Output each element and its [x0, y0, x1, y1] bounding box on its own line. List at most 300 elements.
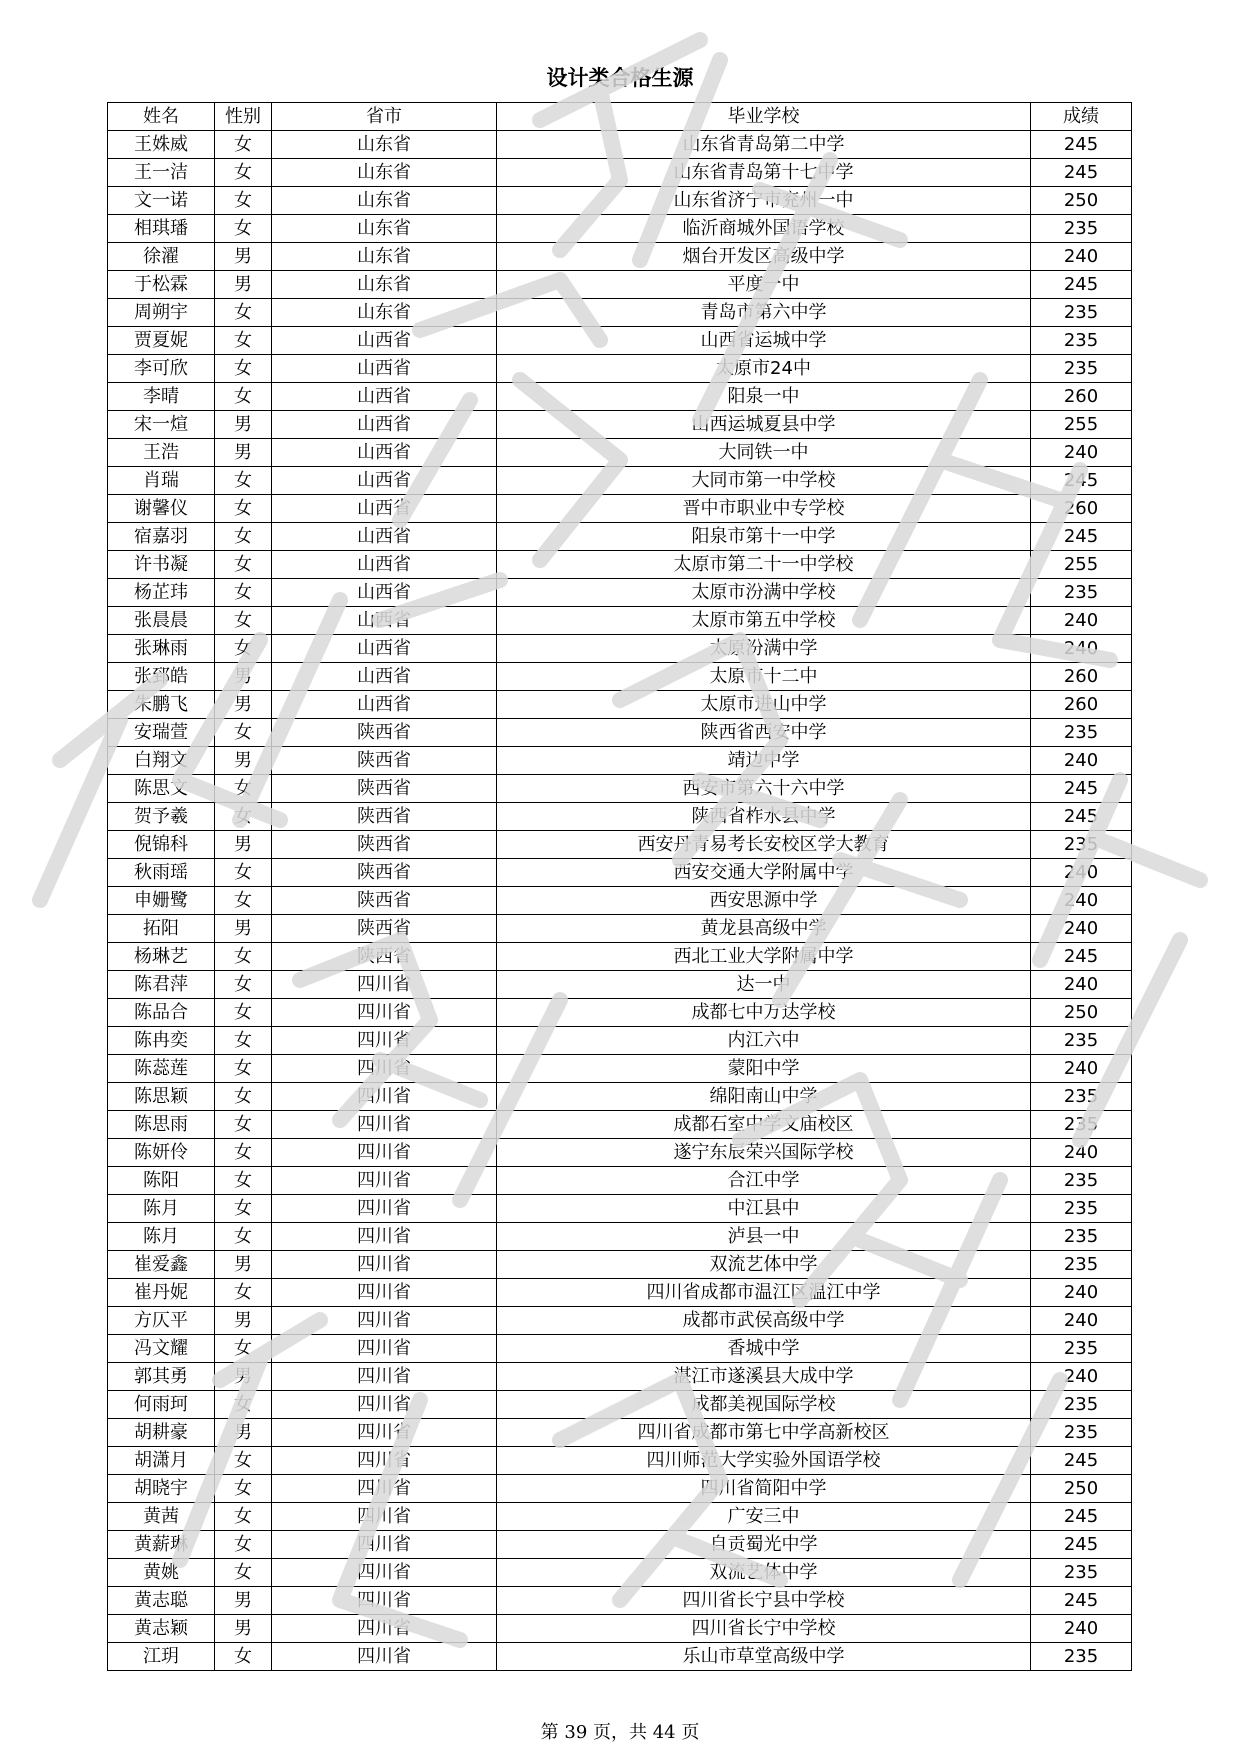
cell-score: 240 [1031, 1615, 1132, 1643]
cell-name: 王一洁 [108, 159, 215, 187]
table-row [108, 1335, 1132, 1363]
table-row [108, 579, 1132, 607]
cell-score: 240 [1031, 607, 1132, 635]
table-row [108, 1139, 1132, 1167]
cell-province: 四川省 [272, 1335, 497, 1363]
cell-gender: 男 [215, 271, 272, 299]
cell-score: 260 [1031, 495, 1132, 523]
cell-score: 260 [1031, 383, 1132, 411]
cell-gender: 男 [215, 915, 272, 943]
column-header-province: 省市 [272, 103, 497, 131]
cell-province: 四川省 [272, 1223, 497, 1251]
cell-province: 四川省 [272, 1195, 497, 1223]
cell-gender: 男 [215, 831, 272, 859]
cell-score: 245 [1031, 159, 1132, 187]
cell-school: 烟台开发区高级中学 [497, 243, 1031, 271]
cell-name: 张郅皓 [108, 663, 215, 691]
cell-gender: 女 [215, 131, 272, 159]
cell-school: 遂宁东辰荣兴国际学校 [497, 1139, 1031, 1167]
cell-gender: 男 [215, 411, 272, 439]
cell-score: 245 [1031, 271, 1132, 299]
cell-score: 245 [1031, 775, 1132, 803]
cell-score: 245 [1031, 1503, 1132, 1531]
cell-name: 陈月 [108, 1223, 215, 1251]
cell-province: 山东省 [272, 243, 497, 271]
cell-score: 240 [1031, 971, 1132, 999]
cell-school: 乐山市草堂高级中学 [497, 1643, 1031, 1671]
cell-name: 黄茜 [108, 1503, 215, 1531]
cell-province: 山西省 [272, 383, 497, 411]
cell-score: 235 [1031, 299, 1132, 327]
cell-score: 240 [1031, 1307, 1132, 1335]
cell-score: 250 [1031, 187, 1132, 215]
cell-name: 陈思文 [108, 775, 215, 803]
cell-province: 陕西省 [272, 943, 497, 971]
cell-school: 四川省成都市第七中学高新校区 [497, 1419, 1031, 1447]
cell-score: 235 [1031, 215, 1132, 243]
table-row [108, 1587, 1132, 1615]
cell-school: 靖边中学 [497, 747, 1031, 775]
table-row [108, 215, 1132, 243]
cell-name: 黄姚 [108, 1559, 215, 1587]
cell-gender: 女 [215, 971, 272, 999]
cell-school: 泸县一中 [497, 1223, 1031, 1251]
cell-school: 山东省济宁市兖州一中 [497, 187, 1031, 215]
cell-name: 郭其勇 [108, 1363, 215, 1391]
cell-school: 四川省长宁县中学校 [497, 1587, 1031, 1615]
table-row [108, 1363, 1132, 1391]
table-row [108, 1503, 1132, 1531]
cell-school: 太原市进山中学 [497, 691, 1031, 719]
table-row [108, 439, 1132, 467]
cell-province: 山西省 [272, 663, 497, 691]
cell-gender: 男 [215, 1587, 272, 1615]
cell-school: 合江中学 [497, 1167, 1031, 1195]
cell-province: 四川省 [272, 1307, 497, 1335]
table-row [108, 131, 1132, 159]
column-header-name: 姓名 [108, 103, 215, 131]
cell-name: 张晨晨 [108, 607, 215, 635]
cell-school: 成都石室中学文庙校区 [497, 1111, 1031, 1139]
table-row [108, 187, 1132, 215]
cell-score: 235 [1031, 831, 1132, 859]
table-row [108, 803, 1132, 831]
cell-school: 达一中 [497, 971, 1031, 999]
cell-name: 何雨珂 [108, 1391, 215, 1419]
cell-gender: 女 [215, 523, 272, 551]
cell-score: 235 [1031, 355, 1132, 383]
cell-score: 250 [1031, 1475, 1132, 1503]
cell-school: 阳泉市第十一中学 [497, 523, 1031, 551]
cell-province: 山西省 [272, 691, 497, 719]
table-row [108, 971, 1132, 999]
cell-score: 240 [1031, 1139, 1132, 1167]
cell-name: 宋一煊 [108, 411, 215, 439]
cell-gender: 女 [215, 887, 272, 915]
cell-school: 阳泉一中 [497, 383, 1031, 411]
cell-gender: 女 [215, 355, 272, 383]
cell-gender: 女 [215, 635, 272, 663]
cell-score: 235 [1031, 1419, 1132, 1447]
cell-gender: 女 [215, 1139, 272, 1167]
cell-name: 黄志颖 [108, 1615, 215, 1643]
cell-gender: 男 [215, 663, 272, 691]
cell-province: 陕西省 [272, 747, 497, 775]
table-row [108, 551, 1132, 579]
cell-gender: 男 [215, 1251, 272, 1279]
cell-province: 四川省 [272, 1027, 497, 1055]
cell-gender: 女 [215, 1643, 272, 1671]
cell-gender: 女 [215, 467, 272, 495]
cell-score: 240 [1031, 859, 1132, 887]
cell-province: 四川省 [272, 1503, 497, 1531]
table-row [108, 1307, 1132, 1335]
cell-name: 李可欣 [108, 355, 215, 383]
cell-school: 四川省长宁中学校 [497, 1615, 1031, 1643]
cell-name: 陈品合 [108, 999, 215, 1027]
cell-score: 260 [1031, 663, 1132, 691]
cell-gender: 男 [215, 439, 272, 467]
cell-province: 山西省 [272, 411, 497, 439]
cell-gender: 男 [215, 691, 272, 719]
cell-gender: 男 [215, 1419, 272, 1447]
cell-gender: 女 [215, 607, 272, 635]
table-row [108, 467, 1132, 495]
cell-score: 240 [1031, 439, 1132, 467]
cell-gender: 男 [215, 747, 272, 775]
cell-province: 四川省 [272, 1531, 497, 1559]
cell-school: 大同市第一中学校 [497, 467, 1031, 495]
cell-gender: 女 [215, 719, 272, 747]
cell-score: 240 [1031, 1055, 1132, 1083]
cell-school: 四川师范大学实验外国语学校 [497, 1447, 1031, 1475]
cell-school: 太原市第五中学校 [497, 607, 1031, 635]
cell-gender: 女 [215, 1503, 272, 1531]
cell-province: 陕西省 [272, 887, 497, 915]
cell-province: 四川省 [272, 1251, 497, 1279]
cell-school: 太原汾满中学 [497, 635, 1031, 663]
cell-school: 山西运城夏县中学 [497, 411, 1031, 439]
cell-name: 杨芷玮 [108, 579, 215, 607]
column-header-score: 成绩 [1031, 103, 1132, 131]
cell-score: 235 [1031, 1251, 1132, 1279]
table-row [108, 1391, 1132, 1419]
cell-province: 山西省 [272, 607, 497, 635]
table-row [108, 1111, 1132, 1139]
cell-score: 235 [1031, 1167, 1132, 1195]
cell-province: 四川省 [272, 1391, 497, 1419]
cell-name: 陈阳 [108, 1167, 215, 1195]
cell-gender: 女 [215, 1531, 272, 1559]
table-row [108, 1643, 1132, 1671]
table-row [108, 663, 1132, 691]
column-header-school: 毕业学校 [497, 103, 1031, 131]
cell-province: 四川省 [272, 1139, 497, 1167]
cell-province: 山西省 [272, 495, 497, 523]
cell-name: 拓阳 [108, 915, 215, 943]
cell-score: 240 [1031, 915, 1132, 943]
cell-score: 245 [1031, 943, 1132, 971]
cell-name: 于松霖 [108, 271, 215, 299]
cell-school: 西安市第六十六中学 [497, 775, 1031, 803]
table-header-row [108, 103, 1132, 131]
cell-gender: 女 [215, 215, 272, 243]
table-row [108, 1419, 1132, 1447]
cell-score: 235 [1031, 1223, 1132, 1251]
cell-province: 山西省 [272, 523, 497, 551]
cell-name: 相琪璠 [108, 215, 215, 243]
table-row [108, 383, 1132, 411]
cell-gender: 男 [215, 1615, 272, 1643]
cell-gender: 女 [215, 803, 272, 831]
cell-score: 255 [1031, 551, 1132, 579]
cell-school: 黄龙县高级中学 [497, 915, 1031, 943]
cell-province: 四川省 [272, 1587, 497, 1615]
cell-province: 四川省 [272, 1055, 497, 1083]
cell-gender: 女 [215, 299, 272, 327]
cell-score: 235 [1031, 579, 1132, 607]
cell-province: 山西省 [272, 551, 497, 579]
cell-gender: 女 [215, 495, 272, 523]
cell-gender: 女 [215, 1055, 272, 1083]
cell-school: 成都美视国际学校 [497, 1391, 1031, 1419]
cell-school: 西安思源中学 [497, 887, 1031, 915]
cell-name: 李晴 [108, 383, 215, 411]
table-row [108, 1615, 1132, 1643]
cell-province: 四川省 [272, 1615, 497, 1643]
table-row [108, 355, 1132, 383]
cell-province: 四川省 [272, 1447, 497, 1475]
cell-province: 山西省 [272, 327, 497, 355]
cell-name: 朱鹏飞 [108, 691, 215, 719]
cell-province: 四川省 [272, 1083, 497, 1111]
cell-school: 湛江市遂溪县大成中学 [497, 1363, 1031, 1391]
roster-table [107, 102, 1132, 1671]
cell-school: 内江六中 [497, 1027, 1031, 1055]
cell-name: 陈蕊莲 [108, 1055, 215, 1083]
page-title: 设计类合格生源 [546, 66, 694, 90]
table-row [108, 775, 1132, 803]
cell-gender: 女 [215, 1447, 272, 1475]
cell-gender: 女 [215, 1475, 272, 1503]
cell-province: 四川省 [272, 1559, 497, 1587]
cell-gender: 女 [215, 943, 272, 971]
table-row [108, 831, 1132, 859]
cell-province: 四川省 [272, 1279, 497, 1307]
cell-province: 四川省 [272, 1111, 497, 1139]
cell-score: 235 [1031, 327, 1132, 355]
cell-province: 山西省 [272, 635, 497, 663]
cell-score: 235 [1031, 1335, 1132, 1363]
cell-province: 山东省 [272, 299, 497, 327]
cell-score: 240 [1031, 747, 1132, 775]
cell-name: 贾夏妮 [108, 327, 215, 355]
cell-name: 徐濯 [108, 243, 215, 271]
cell-gender: 女 [215, 999, 272, 1027]
table-row [108, 1447, 1132, 1475]
cell-school: 山东省青岛第十七中学 [497, 159, 1031, 187]
cell-province: 陕西省 [272, 775, 497, 803]
cell-school: 西北工业大学附属中学 [497, 943, 1031, 971]
cell-school: 中江县中 [497, 1195, 1031, 1223]
table-row [108, 243, 1132, 271]
cell-province: 陕西省 [272, 803, 497, 831]
cell-gender: 女 [215, 1111, 272, 1139]
cell-name: 王浩 [108, 439, 215, 467]
cell-name: 王姝威 [108, 131, 215, 159]
cell-province: 陕西省 [272, 831, 497, 859]
cell-name: 周朔宇 [108, 299, 215, 327]
table-row [108, 1531, 1132, 1559]
cell-score: 240 [1031, 635, 1132, 663]
cell-name: 贺予羲 [108, 803, 215, 831]
cell-gender: 女 [215, 1279, 272, 1307]
cell-province: 四川省 [272, 999, 497, 1027]
cell-gender: 女 [215, 1083, 272, 1111]
cell-score: 235 [1031, 1195, 1132, 1223]
cell-gender: 男 [215, 1307, 272, 1335]
cell-province: 四川省 [272, 1475, 497, 1503]
table-row [108, 299, 1132, 327]
table-row [108, 1279, 1132, 1307]
cell-name: 杨琳艺 [108, 943, 215, 971]
cell-province: 四川省 [272, 1363, 497, 1391]
table-row [108, 1559, 1132, 1587]
cell-name: 宿嘉羽 [108, 523, 215, 551]
cell-gender: 女 [215, 1167, 272, 1195]
table-row [108, 719, 1132, 747]
cell-name: 胡耕豪 [108, 1419, 215, 1447]
cell-gender: 女 [215, 579, 272, 607]
table-row [108, 1475, 1132, 1503]
cell-score: 240 [1031, 243, 1132, 271]
cell-name: 安瑞萱 [108, 719, 215, 747]
cell-school: 太原市第二十一中学校 [497, 551, 1031, 579]
cell-name: 秋雨瑶 [108, 859, 215, 887]
cell-score: 240 [1031, 1363, 1132, 1391]
table-row [108, 1055, 1132, 1083]
cell-school: 晋中市职业中专学校 [497, 495, 1031, 523]
cell-score: 260 [1031, 691, 1132, 719]
cell-province: 四川省 [272, 1419, 497, 1447]
table-row [108, 411, 1132, 439]
table-row [108, 691, 1132, 719]
cell-score: 235 [1031, 1391, 1132, 1419]
cell-province: 山西省 [272, 439, 497, 467]
cell-score: 250 [1031, 999, 1132, 1027]
cell-school: 四川省简阳中学 [497, 1475, 1031, 1503]
cell-score: 235 [1031, 1111, 1132, 1139]
cell-gender: 男 [215, 1363, 272, 1391]
cell-gender: 女 [215, 159, 272, 187]
cell-score: 245 [1031, 523, 1132, 551]
table-row [108, 915, 1132, 943]
cell-school: 双流艺体中学 [497, 1251, 1031, 1279]
cell-school: 陕西省柞水县中学 [497, 803, 1031, 831]
cell-gender: 女 [215, 1391, 272, 1419]
cell-school: 临沂商城外国语学校 [497, 215, 1031, 243]
cell-gender: 女 [215, 327, 272, 355]
table-row [108, 327, 1132, 355]
cell-province: 山东省 [272, 131, 497, 159]
cell-name: 肖瑞 [108, 467, 215, 495]
cell-school: 成都七中万达学校 [497, 999, 1031, 1027]
cell-name: 陈思颖 [108, 1083, 215, 1111]
cell-province: 陕西省 [272, 859, 497, 887]
cell-province: 山西省 [272, 467, 497, 495]
table-row [108, 495, 1132, 523]
cell-school: 陕西省西安中学 [497, 719, 1031, 747]
column-header-gender: 性别 [215, 103, 272, 131]
cell-gender: 女 [215, 1335, 272, 1363]
cell-gender: 女 [215, 187, 272, 215]
cell-score: 245 [1031, 467, 1132, 495]
cell-name: 胡晓宇 [108, 1475, 215, 1503]
table-row [108, 159, 1132, 187]
cell-province: 山东省 [272, 187, 497, 215]
cell-school: 平度一中 [497, 271, 1031, 299]
cell-gender: 女 [215, 1223, 272, 1251]
cell-province: 山西省 [272, 579, 497, 607]
cell-name: 陈月 [108, 1195, 215, 1223]
cell-score: 245 [1031, 1531, 1132, 1559]
cell-school: 山西省运城中学 [497, 327, 1031, 355]
table-row [108, 1027, 1132, 1055]
table-row [108, 747, 1132, 775]
table-row [108, 635, 1132, 663]
cell-province: 陕西省 [272, 915, 497, 943]
cell-name: 张琳雨 [108, 635, 215, 663]
cell-school: 山东省青岛第二中学 [497, 131, 1031, 159]
cell-school: 西安丹青易考长安校区学大教育 [497, 831, 1031, 859]
cell-name: 黄薪琳 [108, 1531, 215, 1559]
cell-name: 陈妍伶 [108, 1139, 215, 1167]
cell-score: 240 [1031, 1279, 1132, 1307]
cell-score: 245 [1031, 803, 1132, 831]
cell-name: 陈君萍 [108, 971, 215, 999]
cell-name: 崔爱鑫 [108, 1251, 215, 1279]
table-row [108, 271, 1132, 299]
cell-school: 双流艺体中学 [497, 1559, 1031, 1587]
cell-score: 240 [1031, 887, 1132, 915]
cell-school: 广安三中 [497, 1503, 1031, 1531]
cell-name: 陈冉奕 [108, 1027, 215, 1055]
cell-gender: 女 [215, 383, 272, 411]
cell-school: 绵阳南山中学 [497, 1083, 1031, 1111]
cell-score: 235 [1031, 1559, 1132, 1587]
cell-name: 黄志聪 [108, 1587, 215, 1615]
cell-name: 申姗鹭 [108, 887, 215, 915]
cell-gender: 女 [215, 551, 272, 579]
table-row [108, 607, 1132, 635]
cell-province: 四川省 [272, 1167, 497, 1195]
cell-school: 太原市24中 [497, 355, 1031, 383]
cell-gender: 女 [215, 1027, 272, 1055]
cell-name: 陈思雨 [108, 1111, 215, 1139]
cell-school: 西安交通大学附属中学 [497, 859, 1031, 887]
cell-score: 235 [1031, 1083, 1132, 1111]
cell-gender: 女 [215, 1559, 272, 1587]
cell-gender: 女 [215, 775, 272, 803]
cell-name: 白翔文 [108, 747, 215, 775]
cell-province: 陕西省 [272, 719, 497, 747]
cell-gender: 女 [215, 859, 272, 887]
cell-name: 谢馨仪 [108, 495, 215, 523]
table-row [108, 1167, 1132, 1195]
cell-school: 成都市武侯高级中学 [497, 1307, 1031, 1335]
cell-province: 四川省 [272, 971, 497, 999]
cell-name: 文一诺 [108, 187, 215, 215]
